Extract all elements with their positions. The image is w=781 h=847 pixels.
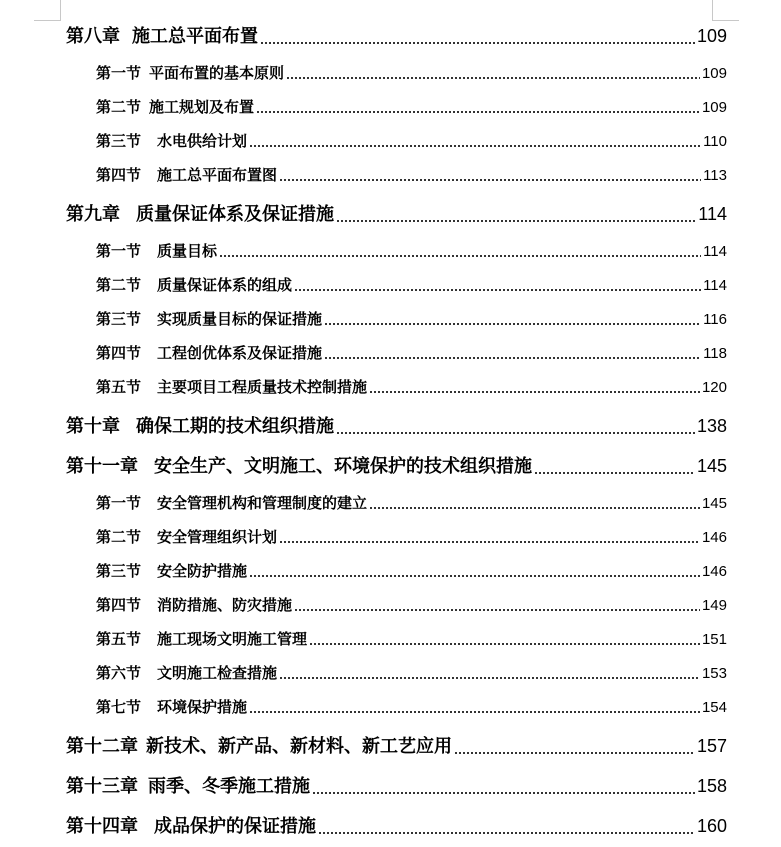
- toc-entry-title: 质量目标: [157, 242, 218, 260]
- toc-section-entry[interactable]: [96, 628, 727, 649]
- toc-entry-number: 第二节: [96, 276, 142, 294]
- toc-entry-number: 第十三章: [66, 776, 138, 797]
- toc-chapter-entry[interactable]: [66, 772, 727, 798]
- dot-leader: [294, 289, 701, 291]
- dot-leader: [312, 792, 695, 794]
- toc-page-number: 160: [696, 816, 727, 836]
- toc-entry-title: 水电供给计划: [157, 132, 248, 150]
- toc-page-number: 157: [696, 736, 727, 756]
- dot-leader: [324, 357, 701, 359]
- dot-leader: [336, 432, 695, 434]
- dot-leader: [249, 145, 701, 147]
- dot-leader: [260, 42, 695, 44]
- dot-leader: [219, 255, 701, 257]
- dot-leader: [454, 752, 695, 754]
- toc-entry-number: 第十一章: [66, 456, 138, 477]
- toc-entry-number: 第十二章: [66, 736, 138, 757]
- toc-page-number: 158: [696, 776, 727, 796]
- toc-entry-number: 第九章: [66, 204, 120, 225]
- dot-leader: [369, 507, 700, 509]
- toc-page-number: 138: [696, 416, 727, 436]
- dot-leader: [324, 323, 701, 325]
- page-corner-mark-left: [34, 0, 61, 21]
- toc-entry-number: 第一节: [96, 494, 142, 512]
- toc-section-entry[interactable]: [96, 696, 727, 717]
- toc-section-entry[interactable]: [96, 342, 727, 363]
- toc-entry-title: 安全管理机构和管理制度的建立: [157, 494, 368, 512]
- toc-entry-title: 确保工期的技术组织措施: [136, 416, 334, 437]
- toc-section-entry[interactable]: [96, 308, 727, 329]
- toc-page-number: 114: [703, 243, 727, 260]
- toc-section-entry[interactable]: [96, 96, 727, 117]
- toc-entry-number: 第十四章: [66, 816, 138, 837]
- toc-page-number: 151: [701, 631, 727, 648]
- toc-entry-number: 第八章: [66, 26, 120, 47]
- toc-page-number: 153: [701, 665, 727, 682]
- toc-page-number: 109: [696, 26, 727, 46]
- toc-entry-title: 消防措施、防灾措施: [157, 596, 293, 614]
- toc-page-number: 146: [701, 563, 727, 580]
- toc-page-number: 113: [703, 167, 727, 184]
- toc-section-entry[interactable]: [96, 274, 727, 295]
- toc-section-entry[interactable]: [96, 240, 727, 261]
- toc-page-number: 149: [701, 597, 727, 614]
- dot-leader: [318, 832, 695, 834]
- toc-section-entry[interactable]: [96, 492, 727, 513]
- toc-entry-title: 施工规划及布置: [149, 98, 255, 116]
- dot-leader: [534, 472, 695, 474]
- dot-leader: [249, 575, 700, 577]
- toc-entry-title: 平面布置的基本原则: [149, 64, 285, 82]
- toc-section-entry[interactable]: [96, 376, 727, 397]
- toc-entry-number: 第二节: [96, 98, 142, 116]
- toc-page-number: 114: [703, 277, 727, 294]
- toc-entry-number: 第三节: [96, 132, 142, 150]
- toc-page-number: 154: [701, 699, 727, 716]
- toc-section-entry[interactable]: [96, 62, 727, 83]
- toc-entry-title: 质量保证体系的组成: [157, 276, 293, 294]
- dot-leader: [336, 220, 696, 222]
- toc-entry-title: 主要项目工程质量技术控制措施: [157, 378, 368, 396]
- dot-leader: [279, 541, 700, 543]
- toc-page-number: 109: [701, 99, 727, 116]
- toc-entry-number: 第三节: [96, 562, 142, 580]
- toc-chapter-entry[interactable]: [66, 22, 727, 48]
- toc-page-number: 116: [703, 311, 727, 328]
- toc-page-number: 114: [698, 204, 727, 224]
- toc-page-number: 145: [696, 456, 727, 476]
- toc-entry-title: 施工总平面布置图: [157, 166, 278, 184]
- toc-entry-number: 第五节: [96, 378, 142, 396]
- toc-entry-number: 第四节: [96, 166, 142, 184]
- toc-section-entry[interactable]: [96, 130, 727, 151]
- toc-chapter-entry[interactable]: [66, 732, 727, 758]
- toc-chapter-entry[interactable]: [66, 200, 727, 226]
- dot-leader: [249, 711, 700, 713]
- toc-chapter-entry[interactable]: [66, 812, 727, 838]
- toc-entry-title: 质量保证体系及保证措施: [136, 204, 334, 225]
- dot-leader: [286, 77, 700, 79]
- toc-entry-number: 第三节: [96, 310, 142, 328]
- toc-page-number: 120: [701, 379, 727, 396]
- toc-entry-title: 施工总平面布置: [132, 26, 258, 47]
- toc-page-number: 118: [703, 345, 727, 362]
- dot-leader: [279, 179, 701, 181]
- toc-entry-title: 安全生产、文明施工、环境保护的技术组织措施: [154, 456, 532, 477]
- dot-leader: [279, 677, 700, 679]
- toc-entry-title: 工程创优体系及保证措施: [157, 344, 323, 362]
- toc-entry-number: 第四节: [96, 344, 142, 362]
- toc-entry-title: 雨季、冬季施工措施: [148, 776, 310, 797]
- toc-section-entry[interactable]: [96, 594, 727, 615]
- page-corner-mark-right: [712, 0, 739, 21]
- toc-page-number: 145: [701, 495, 727, 512]
- dot-leader: [256, 111, 700, 113]
- toc-entry-title: 实现质量目标的保证措施: [157, 310, 323, 328]
- toc-entry-title: 文明施工检查措施: [157, 664, 278, 682]
- toc-page-number: 146: [701, 529, 727, 546]
- toc-entry-number: 第十章: [66, 416, 120, 437]
- toc-section-entry[interactable]: [96, 662, 727, 683]
- toc-entry-number: 第二节: [96, 528, 142, 546]
- toc-entry-title: 环境保护措施: [157, 698, 248, 716]
- toc-entry-number: 第四节: [96, 596, 142, 614]
- dot-leader: [369, 391, 700, 393]
- toc-page-number: 110: [703, 133, 727, 150]
- toc-entry-number: 第六节: [96, 664, 142, 682]
- toc-entry-number: 第七节: [96, 698, 142, 716]
- toc-chapter-entry[interactable]: [66, 452, 727, 478]
- toc-entry-number: 第一节: [96, 242, 142, 260]
- dot-leader: [309, 643, 700, 645]
- toc-entry-title: 安全防护措施: [157, 562, 248, 580]
- toc-section-entry[interactable]: [96, 526, 727, 547]
- toc-entry-number: 第五节: [96, 630, 142, 648]
- toc-entry-number: 第一节: [96, 64, 142, 82]
- toc-page-number: 109: [701, 65, 727, 82]
- toc-section-entry[interactable]: [96, 164, 727, 185]
- dot-leader: [294, 609, 700, 611]
- toc-chapter-entry[interactable]: [66, 412, 727, 438]
- toc-section-entry[interactable]: [96, 560, 727, 581]
- toc-entry-title: 新技术、新产品、新材料、新工艺应用: [146, 736, 452, 757]
- toc-entry-title: 施工现场文明施工管理: [157, 630, 308, 648]
- toc-entry-title: 成品保护的保证措施: [154, 816, 316, 837]
- toc-entry-title: 安全管理组织计划: [157, 528, 278, 546]
